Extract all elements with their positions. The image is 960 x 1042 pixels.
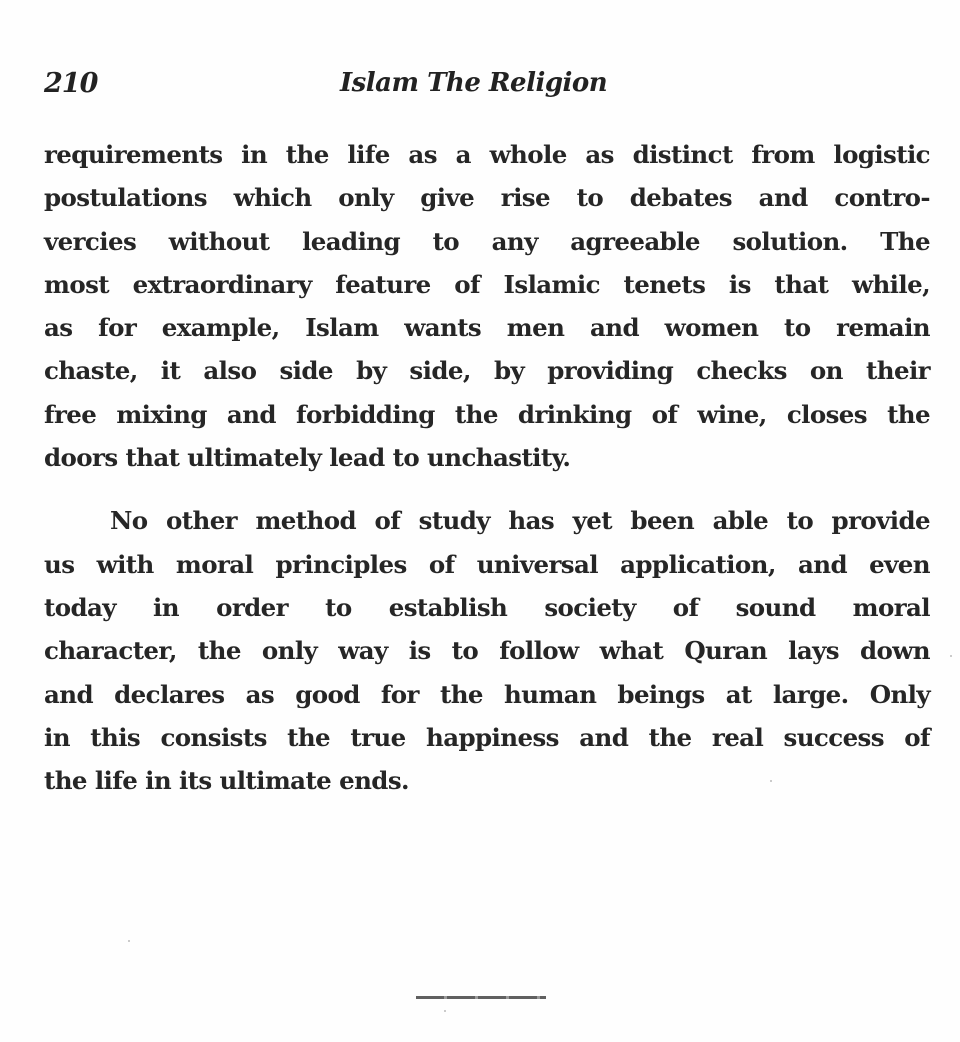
text-line: and declares as good for the human beings at large. Only xyxy=(44,679,930,709)
paragraph-spacer xyxy=(44,479,930,499)
text-line: most extraordinary feature of Islamic tenets is that while, xyxy=(44,269,930,299)
text-line: requirements in the life as a whole as distinct from logistic xyxy=(44,140,930,169)
text-line: us with moral principles of universal application, and even xyxy=(44,549,930,579)
text-line: chaste, it also side by side, by providing checks on their xyxy=(44,356,930,386)
text-line: vercies without leading to any agreeable solution. The xyxy=(44,226,930,256)
scan-speck xyxy=(128,940,130,942)
footer-rule xyxy=(416,996,546,999)
text-line: as for example, Islam wants men and women to remain xyxy=(44,313,930,343)
text-line: character, the only way is to follow what Quran lays down xyxy=(44,636,930,666)
text-line: doors that ultimately lead to unchastity. xyxy=(44,443,571,473)
scan-speck xyxy=(950,655,952,657)
text-line: today in order to establish society of sound moral xyxy=(44,592,930,622)
text-line: postulations which only give rise to debates and contro- xyxy=(44,183,930,213)
text-line: the life in its ultimate ends. xyxy=(44,766,409,796)
text-line: in this consists the true happiness and the real success of xyxy=(44,722,930,752)
running-title: Islam The Religion xyxy=(340,68,608,98)
scan-speck xyxy=(770,780,772,782)
text-line: free mixing and forbidding the drinking of wine, closes the xyxy=(44,399,930,429)
paragraph-2 xyxy=(44,499,930,802)
running-head xyxy=(44,68,934,108)
page-number: 210 xyxy=(44,68,98,99)
text-line: No other method of study has yet been able to provide xyxy=(110,506,930,536)
scan-speck xyxy=(444,1010,446,1012)
paragraph-1 xyxy=(44,133,930,479)
body-text xyxy=(44,133,930,802)
